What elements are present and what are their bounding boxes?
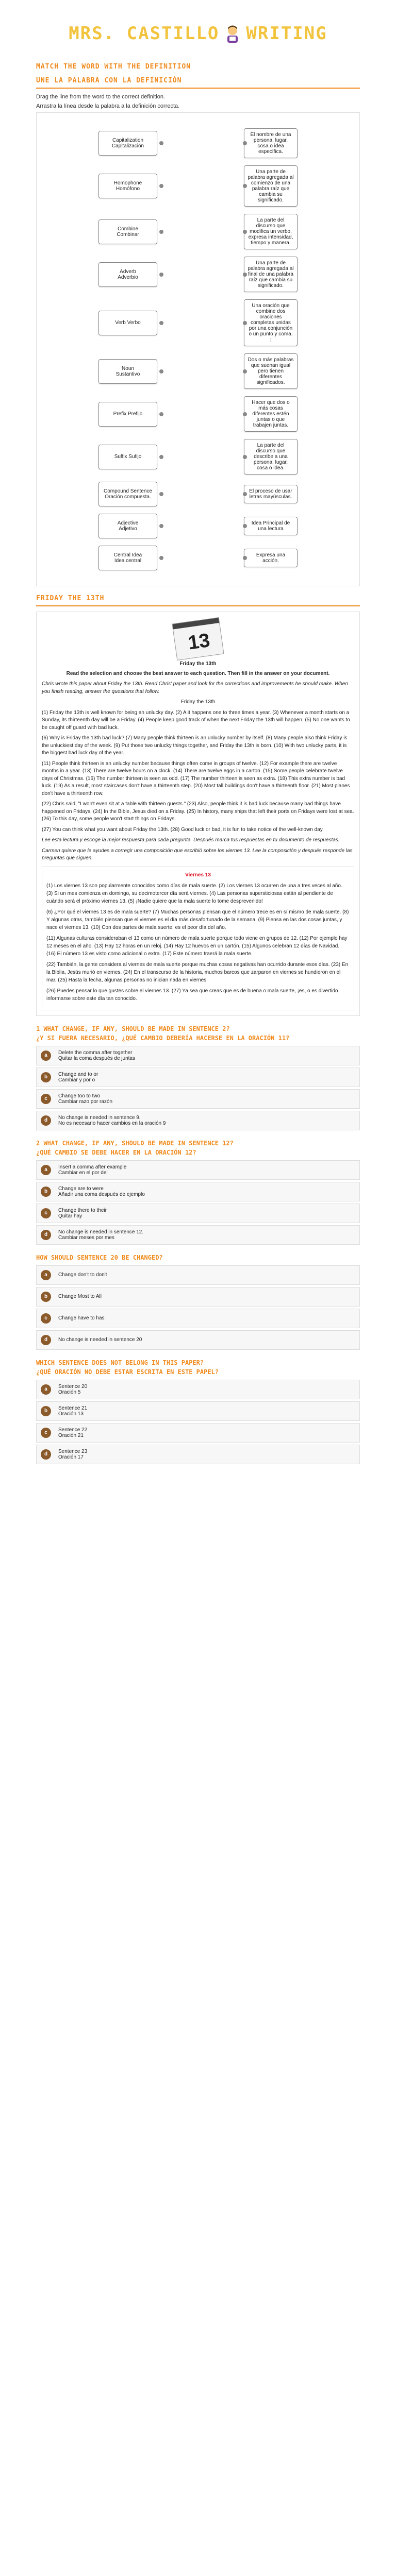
drag-handle-right[interactable] (243, 184, 247, 188)
question-1-es: ¿Y SI FUERA NECESARIO, ¿QUÉ CAMBIO DEBERÍA HACERSE EN LA ORACIÓN 11? (36, 1034, 290, 1042)
drag-handle-right[interactable] (243, 455, 247, 459)
question-4-es: ¿QUÉ ORACIÓN NO DEBE ESTAR ESCRITA EN ESTE PAPEL? (36, 1368, 219, 1376)
teacher-icon (222, 23, 243, 44)
option-text-en: No change is needed in sentence 20 (58, 1337, 142, 1343)
option-text-es: Quitar la coma después de juntas (58, 1055, 135, 1061)
drag-handle-left[interactable] (159, 412, 163, 416)
answer-option[interactable] (36, 1287, 360, 1307)
match-definition[interactable]: Idea Principal de una lectura (244, 517, 298, 535)
option-text-en: Change Most to All (58, 1294, 102, 1299)
option-text-es: Cambiar y por o (58, 1077, 95, 1083)
header (18, 10, 378, 57)
spanish-context: Carmen quiere que le ayudes a corregir una composición que escribió sobre los viernes 13. Lee la composición y después responde las preguntas que siguen. (42, 848, 353, 861)
option-text-en: Change there to their (58, 1207, 107, 1213)
drag-handle-left[interactable] (159, 369, 163, 374)
match-row (37, 514, 359, 538)
section-title-reading: FRIDAY THE 13TH (36, 595, 105, 602)
answer-option[interactable] (36, 1225, 360, 1245)
drag-handle-right[interactable] (243, 524, 247, 528)
divider (36, 605, 360, 606)
match-definition[interactable]: Hacer que dos o más cosas diferentes estén juntas o que trabajen juntas. (244, 396, 298, 432)
answer-option[interactable] (36, 1309, 360, 1328)
option-text-es: Quitar hay (58, 1213, 82, 1219)
drag-handle-right[interactable] (243, 273, 247, 277)
reading-context: Chris wrote this paper about Friday the 13th. Read Chris' paper and look for the corrections and improvements he should make. When you finish reading, answer the questions that follow. (42, 681, 348, 694)
answer-option[interactable] (36, 1445, 360, 1464)
reading-passage (36, 612, 360, 1016)
question-4-options (36, 1380, 360, 1464)
spanish-instructions: Lee esta lectura y escoge la mejor respuesta para cada pregunta. Después marca tus respuestas en tu documento de respuestas. (42, 837, 340, 843)
option-letter: b (41, 1292, 51, 1302)
story-paragraph: (6) Why is Friday the 13th bad luck? (7) Many people think thirteen is an unlucky number by itself. (8) Many people also think Friday is the unluckiest day of the week. (9) Put those two unlucky things together, and Friday the 13th is born. (10) With two unlucky parts, it is the biggest bad luck day of the year. (42, 735, 348, 756)
drag-handle-right[interactable] (243, 369, 247, 374)
drag-handle-left[interactable] (159, 524, 163, 528)
section-title-match-es: UNE LA PALABRA CON LA DEFINICIÓN (36, 77, 182, 84)
question-2-options (36, 1160, 360, 1245)
answer-option[interactable] (36, 1265, 360, 1285)
question-3-en: HOW SHOULD SENTENCE 20 BE CHANGED? (36, 1253, 163, 1261)
question-2-en: 2 WHAT CHANGE, IF ANY, SHOULD BE MADE IN SENTENCE 12? (36, 1139, 234, 1147)
match-row (37, 165, 359, 207)
option-letter: d (41, 1230, 51, 1240)
match-row (37, 128, 359, 158)
option-text-en: Insert a comma after example (58, 1164, 127, 1170)
option-text-en: Change too to two (58, 1093, 101, 1099)
spanish-paragraph: (26) Puedes pensar lo que gustes sobre el viernes 13. (27) Ya sea que creas que es de buena o mala suerte, ¡es, o es divertido informarse sobre este día tan conocido. (46, 988, 338, 1002)
match-definition[interactable]: Una parte de palabra agregada al comienzo de una palabra raíz que cambia su significado. (244, 165, 298, 207)
option-text-en: No change is needed in sentence 12. (58, 1229, 144, 1235)
drag-handle-left[interactable] (159, 455, 163, 459)
match-word[interactable]: Homophone Homófono (98, 174, 157, 198)
option-text-en: Sentence 21 (58, 1405, 88, 1411)
answer-option[interactable] (36, 1089, 360, 1109)
option-letter: c (41, 1428, 51, 1438)
option-text-en: Sentence 20 (58, 1383, 88, 1389)
answer-option[interactable] (36, 1204, 360, 1223)
drag-handle-right[interactable] (243, 230, 247, 234)
answer-option[interactable] (36, 1401, 360, 1421)
question-4-title (36, 1358, 360, 1377)
option-text-en: Sentence 22 (58, 1427, 88, 1433)
option-letter: c (41, 1313, 51, 1324)
answer-option[interactable] (36, 1423, 360, 1443)
option-text-en: Change and to or (58, 1071, 98, 1077)
match-row (37, 299, 359, 346)
drag-handle-right[interactable] (243, 492, 247, 496)
match-word[interactable]: Compound Sentence Oración compuesta. (98, 482, 157, 506)
spanish-paragraph: (6) ¿Por qué el viernes 13 es de mala suerte? (7) Muchas personas piensan que el número trece es en sí mismo de mala suerte. (8) Y algunas otras, también piensan que el viernes es el día más desafortunado de la semana. (9) Piensa en las dos cosas juntas, y nace el viernes 13. (10) Con dos partes de mala suerte, es el peor día del año. (46, 909, 349, 930)
match-instructions: Drag the line from the word to the correct definition. (36, 94, 166, 100)
match-definition[interactable]: El nombre de una persona, lugar, cosa o idea específica. (244, 128, 298, 158)
match-word[interactable]: Noun Sustantivo (98, 359, 157, 384)
question-2-title (36, 1139, 360, 1157)
top-bar (0, 0, 396, 10)
calendar-image (172, 617, 224, 660)
story-paragraph: (22) Chris said, "I won't even sit at a table with thirteen guests." (23) Also, people think it is bad luck because many bad things have happened on Fridays. (24) In the Bible, Jesus died on a Friday. (25) In history, many ships that left their ports on Fridays were lost at sea. (26) To this day, some people won't start things on Fridays. (42, 801, 354, 822)
option-letter: a (41, 1270, 51, 1280)
option-letter: d (41, 1335, 51, 1345)
match-word[interactable]: Central Idea Idea central (98, 546, 157, 570)
match-definition[interactable]: Una oración que combine dos oraciones completas unidas por una conjunción o un punto y coma. ; (244, 299, 298, 346)
section-title-match: MATCH THE WORD WITH THE DEFINITION (36, 63, 191, 71)
answer-option[interactable] (36, 1380, 360, 1399)
option-text-es: Cambiar razo por razón (58, 1098, 113, 1105)
drag-handle-left[interactable] (159, 230, 163, 234)
match-word[interactable]: Adjective Adjetivo (98, 514, 157, 538)
answer-option[interactable] (36, 1046, 360, 1065)
match-definition[interactable]: La parte del discurso que modifica un verbo, expresa intensidad, tiempo y manera. (244, 214, 298, 249)
spanish-paragraph: (11) Algunas culturas consideraban el 13 como un número de mala suerte porque todo viene en grupos de 12. (12) Por ejemplo hay 12 meses en el año. (13) Hay 12 horas en un reloj. (14) Hay 12 huevos en un cartón. (15) Algunos celebran 12 días de Navidad. (16) El número 13 es visto como adicional o extra. (17) Este número traerá la mala suerte. (46, 935, 348, 957)
option-text-en: Change are to were (58, 1185, 104, 1192)
option-text-en: Sentence 23 (58, 1448, 88, 1454)
drag-handle-left[interactable] (159, 492, 163, 496)
answer-option[interactable] (36, 1330, 360, 1350)
drag-handle-right[interactable] (243, 321, 247, 325)
question-1-en: 1 WHAT CHANGE, IF ANY, SHOULD BE MADE IN SENTENCE 2? (36, 1025, 230, 1032)
match-row (37, 353, 359, 389)
story-paragraph: (11) People think thirteen is an unlucky number because things often come in groups of twelve. (12) For example there are twelve months in a year. (13) There are twelve hours on a clock. (14) There are twelve eggs in a carton. (15) Some people celebrate twelve days of Christmas. (16) The number thirteen is seen as odd. (17) The number thirteen is seen as extra. (18) This extra number is bad luck. (19) As a result, most staircases don't have a thirteenth step. (20) Most tall buildings don't have a thirteenth floor. (21) Most planes don't have a thirteenth row. (42, 760, 350, 796)
drag-handle-left[interactable] (159, 321, 163, 325)
option-letter: b (41, 1406, 51, 1416)
match-row (37, 396, 359, 432)
option-text-es: Oración 21 (58, 1432, 84, 1438)
match-row (37, 214, 359, 249)
match-definition[interactable]: Una parte de palabra agregada al final de una palabra raíz que cambia su significado. (244, 257, 298, 292)
option-letter: c (41, 1208, 51, 1218)
match-definition[interactable]: La parte del discurso que describe a una persona, lugar, cosa o idea. (244, 439, 298, 474)
spanish-title: Viernes 13 (185, 872, 211, 878)
match-row (37, 482, 359, 506)
match-word[interactable]: Combine Combinar (98, 219, 157, 244)
story-text (42, 709, 354, 834)
match-word[interactable]: Capitalization Capitalización (98, 131, 157, 156)
option-letter: d (41, 1449, 51, 1460)
question-1-options (36, 1046, 360, 1130)
page-title-left: MRS. CASTILLO (69, 23, 220, 44)
match-word[interactable]: Suffix Sufijo (98, 445, 157, 469)
calendar-number: 13 (187, 630, 211, 654)
option-letter: a (41, 1165, 51, 1175)
match-definition[interactable]: Dos o más palabras que suenan igual pero tienen diferentes significados. (244, 353, 298, 389)
option-text-es: Cambiar meses por mes (58, 1234, 114, 1241)
option-text-en: Change don't to don't (58, 1272, 107, 1278)
option-text-en: Delete the comma after together (58, 1049, 133, 1056)
option-letter: d (41, 1115, 51, 1126)
drag-handle-left[interactable] (159, 556, 163, 560)
question-3-options (36, 1265, 360, 1350)
option-letter: b (41, 1072, 51, 1082)
drag-handle-right[interactable] (243, 141, 247, 145)
question-1-title (36, 1024, 360, 1043)
option-text-es: Oración 5 (58, 1389, 81, 1395)
answer-option[interactable] (36, 1111, 360, 1130)
match-row (37, 546, 359, 570)
question-3-title (36, 1253, 360, 1262)
question-4-en: WHICH SENTENCE DOES NOT BELONG IN THIS PAPER? (36, 1359, 204, 1366)
option-text-es: No es necesario hacer cambios en la oración 9 (58, 1120, 166, 1126)
spanish-paragraph: (22) También, la gente considera al viernes de mala suerte porque muchas cosas negativas han ocurrido durante esos días. (23) En la Biblia, Jesús murió en viernes. (24) En el transcurso de la historia, muchos barcos que zarparon en viernes se hundieron en el mar. (25) Hasta la fecha, algunas personas no inician nada en viernes. (46, 961, 349, 983)
drag-handle-left[interactable] (159, 184, 163, 188)
match-definition[interactable]: El proceso de usar letras mayúsculas. (244, 485, 298, 503)
matching-area (36, 112, 360, 586)
option-text-en: No change is needed in sentence 9. (58, 1114, 141, 1121)
drag-handle-left[interactable] (159, 273, 163, 277)
match-word[interactable]: Adverb Adverbio (98, 262, 157, 287)
page-title-right: WRITING (246, 23, 327, 44)
answer-option[interactable] (36, 1067, 360, 1087)
answer-option[interactable] (36, 1160, 360, 1180)
drag-handle-left[interactable] (159, 141, 163, 145)
match-row (37, 439, 359, 474)
question-2-es: ¿QUÉ CAMBIO SE DEBE HACER EN LA ORACIÓN 12? (36, 1148, 196, 1156)
match-word[interactable]: Verb Verbo (98, 311, 157, 335)
match-instructions-es: Arrastra la línea desde la palabra a la definición correcta. (36, 103, 180, 109)
match-definition[interactable]: Expresa una acción. (244, 549, 298, 567)
option-letter: a (41, 1384, 51, 1395)
divider (36, 88, 360, 89)
spanish-passage (42, 867, 354, 1010)
option-text-es: Oración 17 (58, 1454, 84, 1460)
option-letter: a (41, 1050, 51, 1061)
option-text-es: Añadir una coma después de ejemplo (58, 1191, 145, 1197)
spanish-paragraph: (1) Los viernes 13 son popularmente conocidos como días de mala suerte. (2) Los viernes 13 ocurren de una a tres veces al año. (3) Si un mes comienza en domingo, su decimotercer día será viernes. (4) Las personas supersticiosas están al pendiente de cuándo será el próximo viernes 13. (5) ¡Nadie quiere que la mala suerte lo tome desprevenido! (46, 883, 342, 904)
drag-handle-right[interactable] (243, 412, 247, 416)
story-title: Friday the 13th (180, 699, 216, 705)
image-caption: Friday the 13th (179, 661, 217, 667)
option-text-en: Change have to has (58, 1315, 105, 1321)
reading-instructions: Read the selection and choose the best answer to each question. Then fill in the answer on your document. (66, 670, 330, 676)
option-letter: c (41, 1094, 51, 1104)
drag-handle-right[interactable] (243, 556, 247, 560)
match-word[interactable]: Prefix Prefijo (98, 402, 157, 427)
story-paragraph: (27) You can think what you want about Friday the 13th. (28) Good luck or bad, it is fun to take notice of the well-known day. (42, 826, 324, 833)
option-text-es: Cambiar en el por del (58, 1170, 108, 1176)
match-row (37, 257, 359, 292)
option-text-es: Oración 13 (58, 1411, 84, 1417)
answer-option[interactable] (36, 1182, 360, 1201)
option-letter: b (41, 1187, 51, 1197)
story-paragraph: (1) Friday the 13th is well known for being an unlucky day. (2) A it happens one to three times a year. (3) Whenever a month starts on a Sunday, its thirteenth day will be a Friday. (4) People keep good track of when the next Friday the 13th will happen. (5) No one wants to be caught off guard with bad luck. (42, 709, 350, 731)
